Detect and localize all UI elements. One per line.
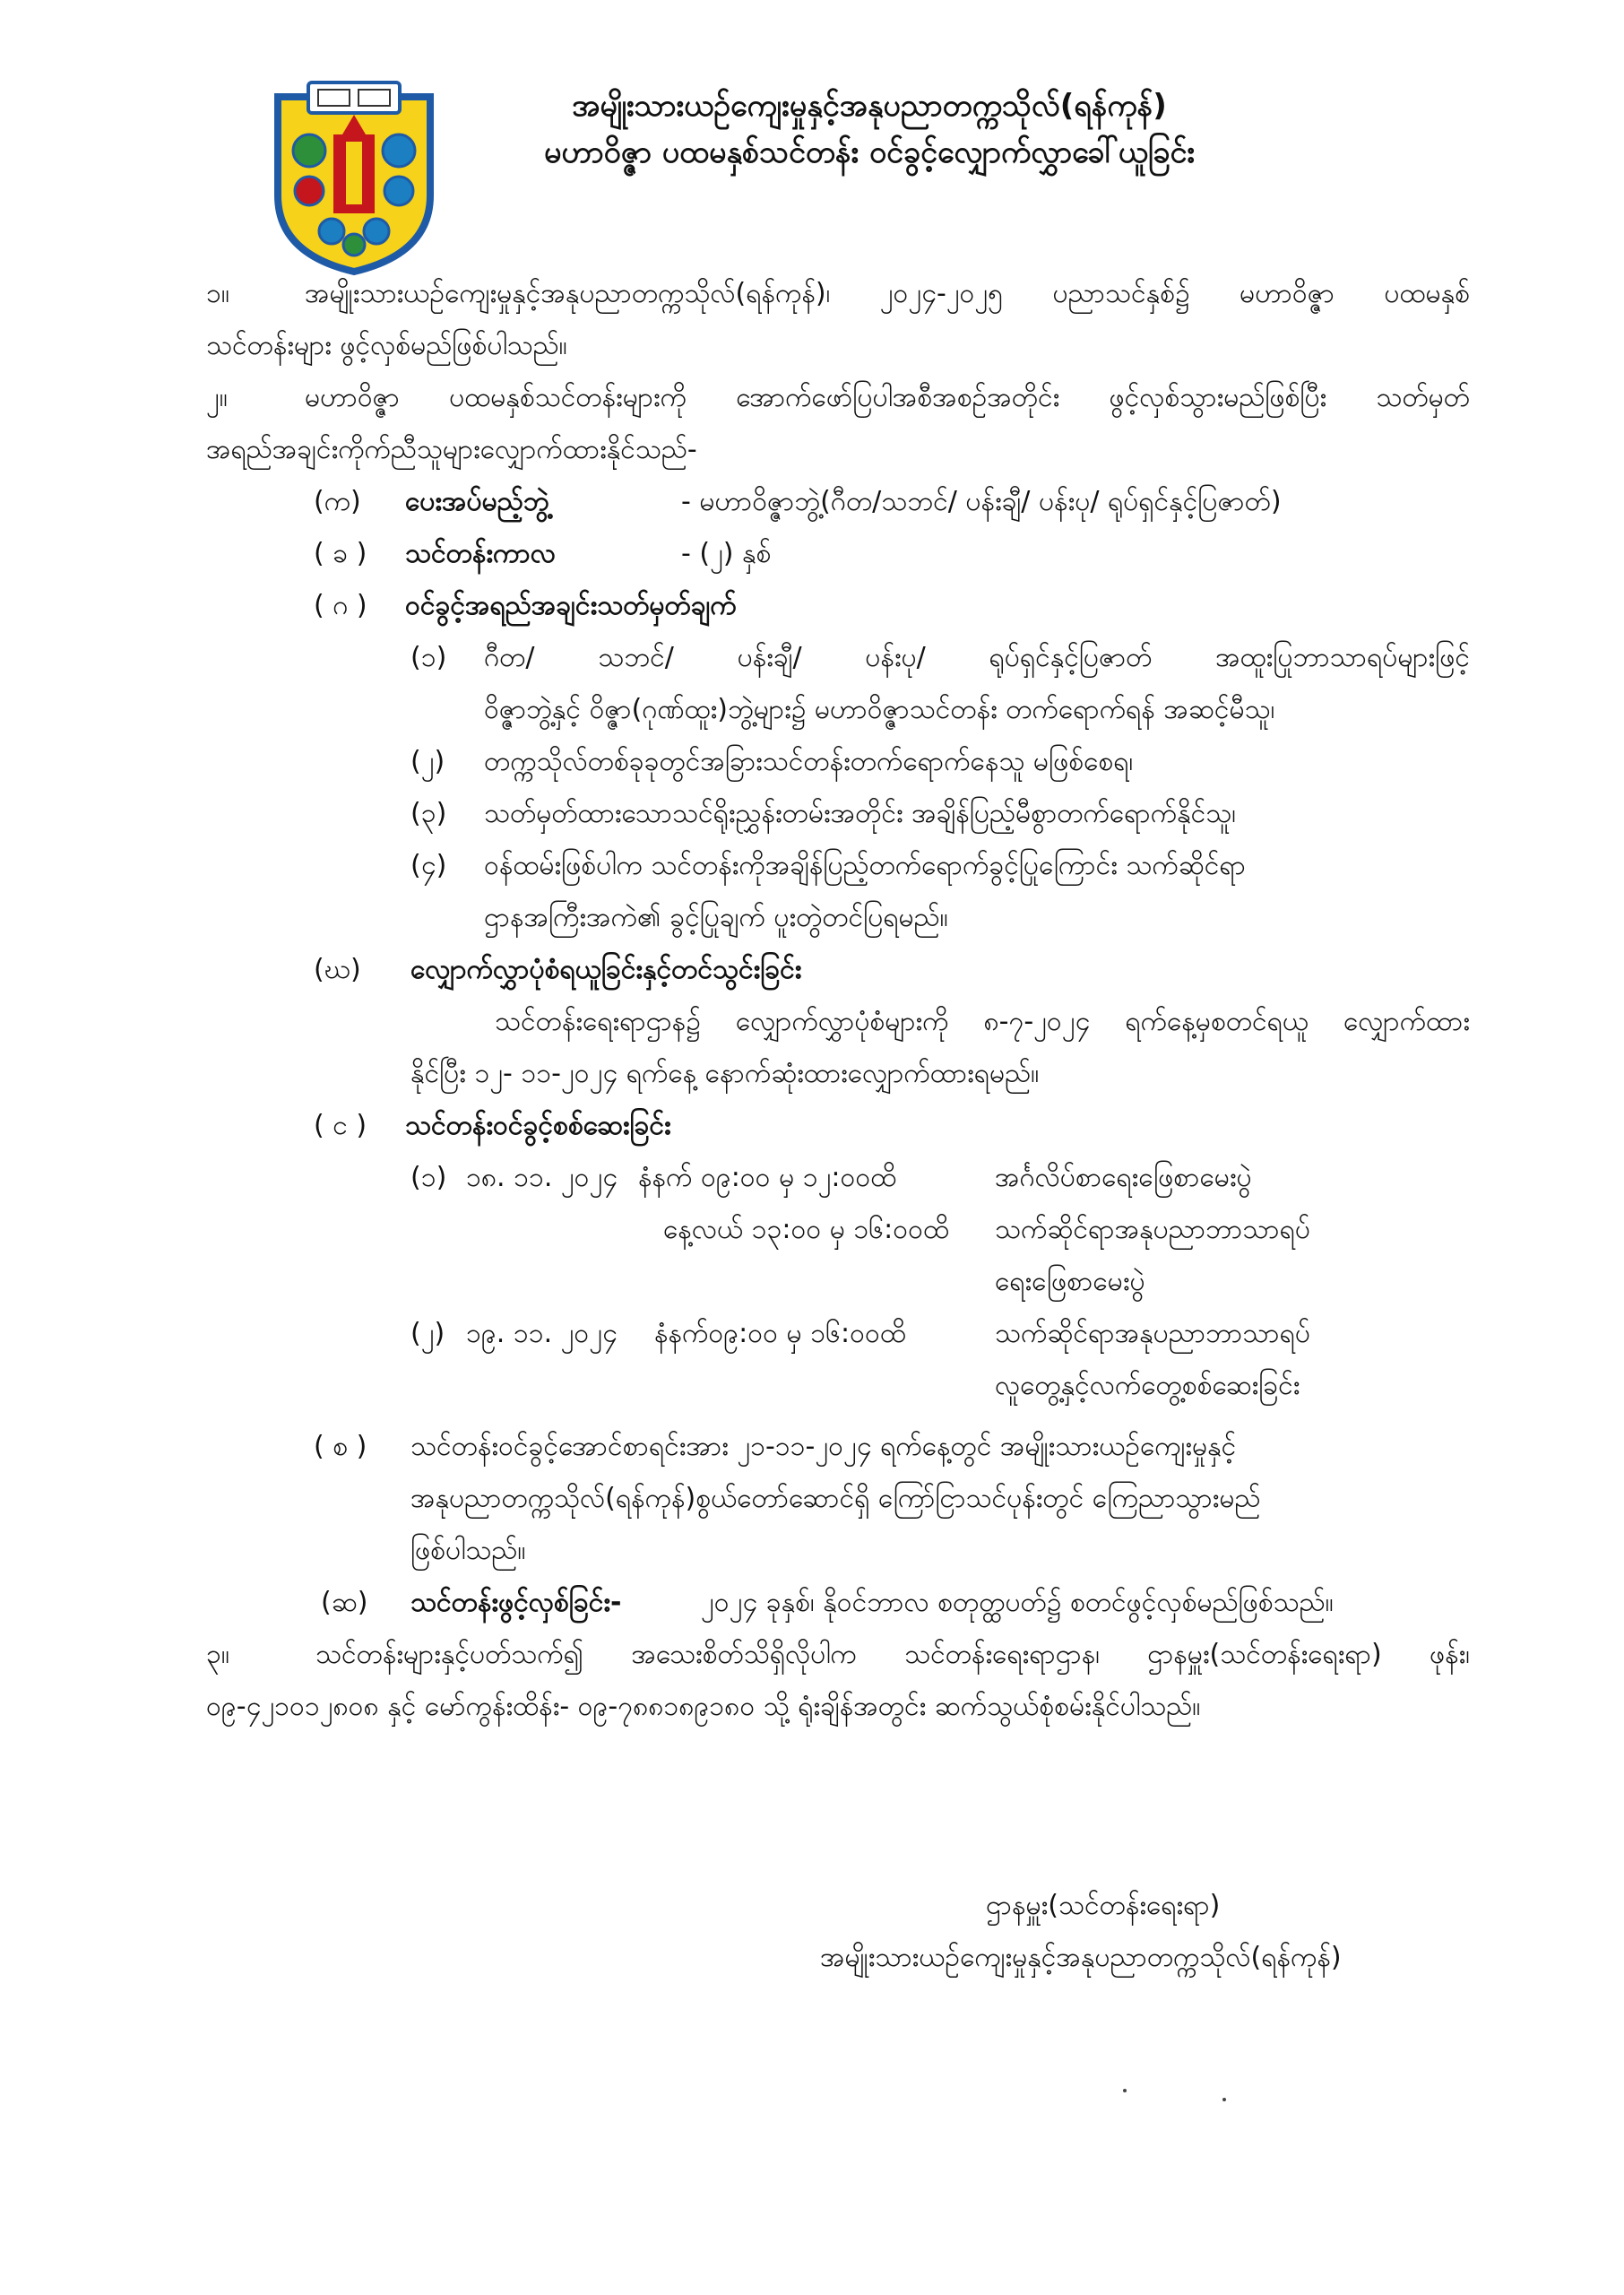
item-ga-sub4-line1: ဝန်ထမ်းဖြစ်ပါက သင်တန်းကိုအချိန်ပြည့်တက်ရောက်ခွင့်ပြုကြောင်း သက်ဆိုင်ရာ [484, 850, 1246, 881]
item-sa-line2: အနုပညာတက္ကသိုလ်(ရန်ကုန်)စွယ်တော်ဆောင်ရှိ ကြော်ငြာသင်ပုန်းတွင် ကြေညာသွားမည် [410, 1483, 1261, 1514]
para2-number: ၂။ [206, 382, 228, 413]
exam-row2-time: နေ့လယ် ၁၃:၀၀ မှ ၁၆:၀၀ထိ [663, 1214, 950, 1245]
para1-line1: အမျိုးသားယဉ်ကျေးမှုနှင့်အနုပညာတက္ကသိုလ်(ရန်ကုန်)၊ ၂၀၂၄-၂၀၂၅ ပညာသင်နှစ်၌ မဟာဝိဇ္ဇာ ပထမနှစ် [305, 278, 1470, 309]
item-hsa-value: ၂၀၂၄ ခုနှစ်၊ နိုဝင်ဘာလ စတုတ္ထပတ်၌ စတင်ဖွင့်လှစ်မည်ဖြစ်သည်။ [701, 1587, 1334, 1618]
exam-row1-description: အင်္ဂလိပ်စာရေးဖြေစာမေးပွဲ [995, 1162, 1252, 1193]
item-gha-line2: နိုင်ပြီး ၁၂- ၁၁-၂၀၂၄ ရက်နေ့ နောက်ဆုံးထားလျှောက်ထားရမည်။ [410, 1058, 1040, 1089]
item-ka-value: - မဟာဝိဇ္ဇာဘွဲ့(ဂီတ/သဘင်/ ပန်းချီ/ ပန်းပု/ ရုပ်ရှင်နှင့်ပြဇာတ်) [681, 486, 1282, 517]
para2-line2: အရည်အချင်းကိုက်ညီသူများလျှောက်ထားနိုင်သည်- [206, 434, 697, 465]
exam-row3-description-line1: သက်ဆိုင်ရာအနုပညာဘာသာရပ် [995, 1318, 1310, 1349]
item-ga-sub1-number: (၁) [410, 642, 447, 673]
item-kha-value: - (၂) နှစ် [681, 538, 772, 569]
item-kha-label: ( ခ ) [314, 538, 367, 569]
item-gha-title: လျှောက်လွှာပုံစံရယူခြင်းနှင့်တင်သွင်းခြင်း [410, 954, 802, 985]
exam-row3-date: ၁၉. ၁၁. ၂၀၂၄ [466, 1318, 618, 1349]
item-hsa-label: (ဆ) [321, 1587, 368, 1618]
item-ga-sub4-line2: ဌာနအကြီးအကဲ၏ ခွင့်ပြုချက် ပူးတွဲတင်ပြရမည်။ [484, 902, 948, 933]
item-sa-line3: ဖြစ်ပါသည်။ [410, 1535, 526, 1566]
para3-line2: ၀၉-၄၂၁၀၁၂၈၀၈ နှင့် မော်ကွန်းထိန်း- ၀၉-၇၈၈၁၈၉၁၈၀ သို့ ရုံးချိန်အတွင်း ဆက်သွယ်စုံစမ်းနိုင်ပါသည်။ [206, 1691, 1201, 1722]
item-sa-label: ( စ ) [314, 1431, 367, 1462]
signature-organization: အမျိုးသားယဉ်ကျေးမှုနှင့်အနုပညာတက္ကသိုလ်(ရန်ကုန်) [820, 1942, 1342, 1973]
exam-row3-number: (၂) [410, 1318, 445, 1349]
signature-title: ဌာနမှူး(သင်တန်းရေးရာ) [986, 1890, 1221, 1921]
para3-line1: သင်တန်းများနှင့်ပတ်သက်၍ အသေးစိတ်သိရှိလိုပါက သင်တန်းရေးရာဌာန၊ ဌာနမှူး(သင်တန်းရေးရာ) ဖုန်း၊ [315, 1639, 1470, 1670]
item-sa-line1: သင်တန်းဝင်ခွင့်အောင်စာရင်းအား ၂၁-၁၁-၂၀၂၄ ရက်နေ့တွင် အမျိုးသားယဉ်ကျေးမှုနှင့် [410, 1431, 1237, 1462]
item-ga-title: ဝင်ခွင့်အရည်အချင်းသတ်မှတ်ချက် [405, 590, 737, 621]
item-ga-sub4-number: (၄) [410, 850, 447, 881]
para1-number: ၁။ [206, 278, 229, 309]
item-ga-sub1-line1: ဂီတ/ သဘင်/ ပန်းချီ/ ပန်းပု/ ရုပ်ရှင်နှင့်ပြဇာတ် အထူးပြုဘာသာရပ်များဖြင့် [484, 642, 1470, 673]
para3-number: ၃။ [206, 1639, 229, 1670]
item-ga-sub1-line2: ဝိဇ္ဇာဘွဲ့နှင့် ဝိဇ္ဇာ(ဂုဏ်ထူး)ဘွဲ့များ၌ မဟာဝိဇ္ဇာသင်တန်း တက်ရောက်ရန် အဆင့်မီသူ၊ [484, 694, 1275, 725]
exam-row2-description-line1: သက်ဆိုင်ရာအနုပညာဘာသာရပ် [995, 1214, 1310, 1245]
exam-row3-time: နံနက်၀၉:၀၀ မှ ၁၆:၀၀ထိ [654, 1318, 906, 1349]
exam-row1-number: (၁) [410, 1162, 447, 1193]
item-ga-sub2-line1: တက္ကသိုလ်တစ်ခုခုတွင်အခြားသင်တန်းတက်ရောက်နေသူ မဖြစ်စေရ၊ [484, 746, 1134, 777]
exam-row3-description-line2: လူတွေ့နှင့်လက်တွေ့စစ်ဆေးခြင်း [995, 1370, 1300, 1401]
para1-line2: သင်တန်းများ ဖွင့်လှစ်မည်ဖြစ်ပါသည်။ [206, 330, 567, 361]
header-title-line1: အမျိုးသားယဉ်ကျေးမှုနှင့်အနုပညာတက္ကသိုလ်(ရန်ကုန်) [572, 88, 1167, 124]
item-ga-sub2-number: (၂) [410, 746, 445, 777]
university-crest [269, 79, 439, 276]
item-ga-label: ( ဂ ) [314, 590, 367, 621]
scan-speck [1123, 2089, 1127, 2092]
item-ka-title: ပေးအပ်မည့်ဘွဲ့ [405, 486, 549, 517]
item-ga-sub3-number: (၃) [410, 798, 447, 829]
exam-row1-time: နံနက် ၀၉:၀၀ မှ ၁၂:၀၀ထိ [638, 1162, 897, 1193]
item-gha-label: (ဃ) [314, 954, 361, 985]
exam-row2-description-line2: ရေးဖြေစာမေးပွဲ [995, 1266, 1145, 1297]
item-ka-label: (က) [314, 486, 361, 517]
scan-speck [1222, 2098, 1226, 2101]
item-ga-sub3-line1: သတ်မှတ်ထားသောသင်ရိုးညွှန်းတမ်းအတိုင်း အချိန်ပြည့်မီစွာတက်ရောက်နိုင်သူ၊ [484, 798, 1236, 829]
item-gha-line1: သင်တန်းရေးရာဌာန၌ လျှောက်လွှာပုံစံများကို ၈-၇-၂၀၂၄ ရက်နေ့မှစတင်ရယူ လျှောက်ထား [495, 1006, 1470, 1037]
header-title-line2: မဟာဝိဇ္ဇာ ပထမနှစ်သင်တန်း ဝင်ခွင့်လျှောက်လွှာခေါ်ယူခြင်း [543, 134, 1196, 170]
item-hsa-title: သင်တန်းဖွင့်လှစ်ခြင်း- [410, 1587, 622, 1618]
item-nga-title: သင်တန်းဝင်ခွင့်စစ်ဆေးခြင်း [405, 1110, 671, 1141]
para2-line1: မဟာဝိဇ္ဇာ ပထမနှစ်သင်တန်းများကို အောက်ဖော်ပြပါအစီအစဉ်အတိုင်း ဖွင့်လှစ်သွားမည်ဖြစ်ပြီး သတ်မှတ် [305, 382, 1470, 413]
exam-row1-date: ၁၈. ၁၁. ၂၀၂၄ [466, 1162, 618, 1193]
item-kha-title: သင်တန်းကာလ [405, 538, 556, 569]
item-nga-label: ( င ) [314, 1110, 367, 1141]
